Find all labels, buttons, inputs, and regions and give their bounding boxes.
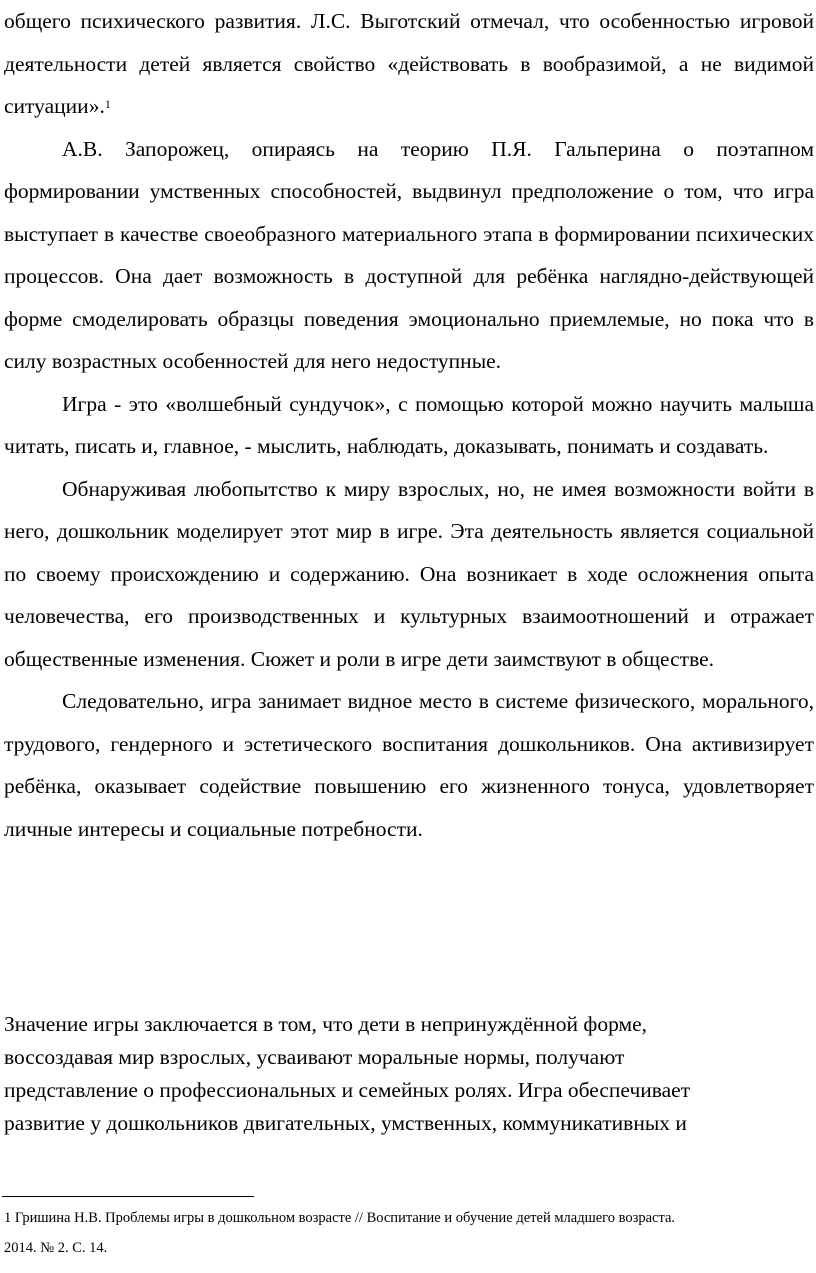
paragraph-4: Обнаруживая любопытство к миру взрослых, но, не имея возможности войти в него, дошкольник моделирует этот мир в игре. Эта деятельность является социальной по своему происхождению и содержанию. Она возникает в ходе осложнения опыта человечества, его производственных и культурных взаимоотношений и отражает общественные изменения. Сюжет и роли в игре дети заимствуют в обществе. <box>4 476 814 671</box>
paragraph-1-text: общего психического развития. Л.С. Выготский отмечал, что особенностью игровой деятельности детей является свойство «действовать в вообразимой, а не видимой ситуации». <box>4 9 814 118</box>
paragraph-6 <box>4 1008 794 1140</box>
footnote-line-1: 1 Гришина Н.В. Проблемы игры в дошкольном возрасте // Воспитание и обучение детей младшего возраста. <box>4 1210 676 1226</box>
body-text <box>4 0 814 850</box>
paragraph-6-line: представление о профессиональных и семейных ролях. Игра обеспечивает <box>4 1078 691 1102</box>
paragraph-2: А.В. Запорожец, опираясь на теорию П.Я. Гальперина о поэтапном формировании умственных способностей, выдвинул предположение о том, что игра выступает в качестве своеобразного материального этапа в формировании психических процессов. Она дает возможность в доступной для ребёнка наглядно-действующей форме смоделировать образцы поведения эмоционально приемлемые, но пока что в силу возрастных особенностей для него недоступные. <box>4 136 814 373</box>
paragraph-6-line: Значение игры заключается в том, что дети в непринуждённой форме, <box>4 1012 648 1036</box>
footnote-reference: 1 <box>104 97 111 111</box>
footnote-separator <box>2 1196 254 1197</box>
paragraph-5: Следовательно, игра занимает видное место в системе физического, морального, трудового, гендерного и эстетического воспитания дошкольников. Она активизирует ребёнка, оказывает содействие повышению его жизненного тонуса, удовлетворяет личные интересы и социальные потребности. <box>4 689 814 841</box>
paragraph-1 <box>4 0 814 128</box>
paragraph-6-line: развитие у дошкольников двигательных, умственных, коммуникативных и <box>4 1111 687 1135</box>
paragraph-6-line: воссоздавая мир взрослых, усваивают моральные нормы, получают <box>4 1045 625 1069</box>
footnote-line-2: 2014. № 2. С. 14. <box>4 1240 108 1256</box>
footnote <box>4 1203 814 1263</box>
paragraph-3: Игра - это «волшебный сундучок», с помощью которой можно научить малыша читать, писать и, главное, - мыслить, наблюдать, доказывать, понимать и создавать. <box>4 391 814 458</box>
